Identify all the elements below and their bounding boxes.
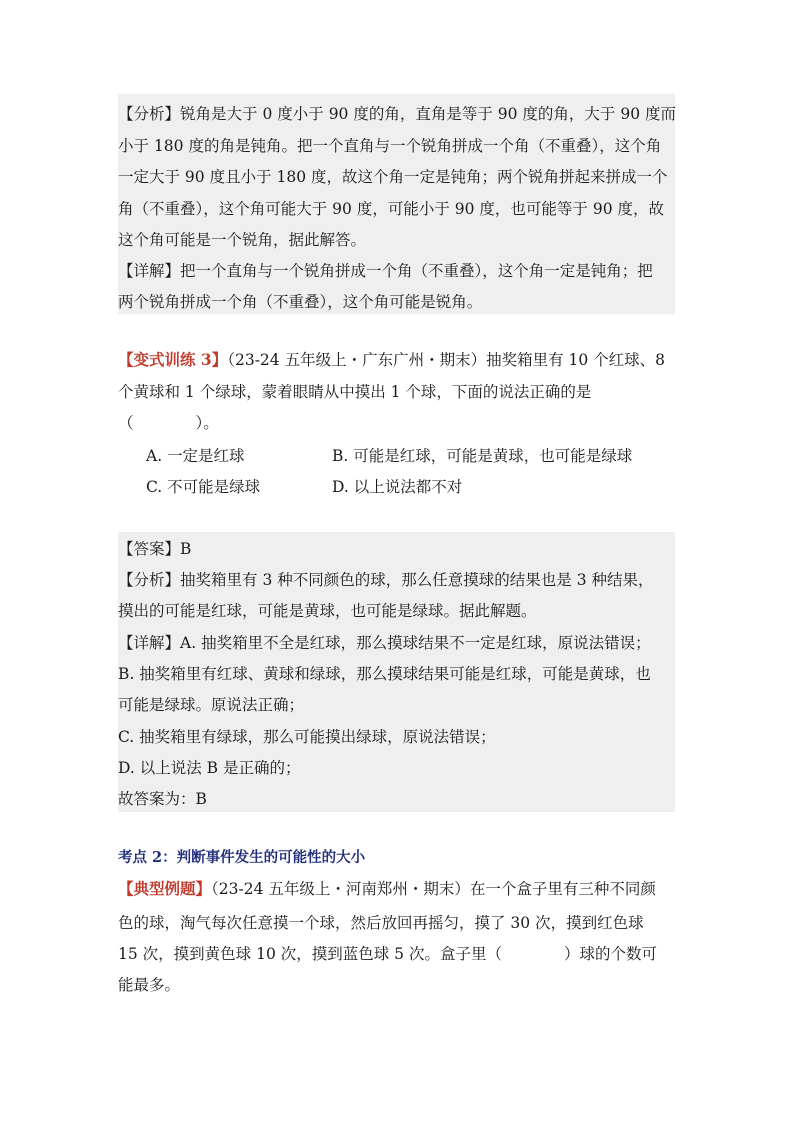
answer-value: B — [180, 540, 192, 558]
detail-line-2: 两个锐角拼成一个角（不重叠），这个角可能是锐角。 — [118, 293, 483, 311]
detail3-line-3: 可能是绿球。原说法正确； — [118, 696, 305, 714]
answer-block-3 — [118, 532, 675, 812]
detail3-line-2: B. 抽奖箱里有红球、黄球和绿球，那么摸球结果可能是红球，可能是黄球，也 — [118, 665, 651, 683]
answer-label: 答案 — [133, 540, 165, 558]
analysis-line-4: 角（不重叠），这个角可能大于 90 度，可能小于 90 度，也可能等于 90 度，故 — [118, 200, 664, 218]
example-line-1: 【典型例题】（23-24 五年级上・河南郑州・期末）在一个盒子里有三种不同颜 — [118, 879, 656, 898]
detail-label: 详解 — [133, 262, 165, 280]
analysis-block-1 — [118, 94, 675, 314]
analysis-line-1: 【分析】锐角是大于 0 度小于 90 度的角，直角是等于 90 度的角，大于 90 度而 — [118, 105, 676, 123]
analysis-line-2: 小于 180 度的角是钝角。把一个直角与一个锐角拼成一个角（不重叠），这个角 — [118, 137, 662, 155]
example-line-3: 15 次，摸到黄色球 10 次，摸到蓝色球 5 次。盒子里（ ）球的个数可 — [118, 945, 657, 963]
question-3 — [118, 350, 675, 500]
detail3-line-6: 故答案为：B — [118, 790, 207, 808]
question-line-2: 个黄球和 1 个绿球，蒙着眼睛从中摸出 1 个球，下面的说法正确的是 — [118, 383, 592, 401]
example-line-4: 能最多。 — [118, 976, 181, 994]
question-line-3: （ ）。 — [118, 414, 219, 432]
option-b: B. 可能是红球，可能是黄球，也可能是绿球 — [332, 447, 633, 465]
analysis-line-3: 一定大于 90 度且小于 180 度，故这个角一定是钝角；两个锐角拼起来拼成一个 — [118, 168, 668, 186]
analysis3-label: 分析 — [133, 571, 165, 589]
question-line-1: 【变式训练 3】（23-24 五年级上・广东广州・期末）抽奖箱里有 10 个红球、8 — [118, 350, 666, 369]
detail3-line-5: D. 以上说法 B 是正确的； — [118, 759, 301, 777]
analysis-label: 分析 — [133, 105, 165, 123]
option-a: A. 一定是红球 — [146, 447, 245, 465]
detail3-line-1: 【详解】A. 抽奖箱里不全是红球，那么摸球结果不一定是红球，原说法错误； — [118, 634, 651, 652]
detail3-line-4: C. 抽奖箱里有绿球，那么可能摸出绿球，原说法错误； — [118, 728, 496, 746]
detail3-label: 详解 — [133, 634, 165, 652]
keypoint-2-title: 考点 2：判断事件发生的可能性的大小 — [118, 849, 366, 866]
example-line-2: 色的球，淘气每次任意摸一个球，然后放回再摇匀，摸了 30 次，摸到红色球 — [118, 914, 644, 932]
option-c: C. 不可能是绿球 — [146, 478, 261, 496]
variant-training-label: 变式训练 3 — [133, 350, 212, 369]
example-question — [118, 879, 675, 1009]
example-label: 典型例题 — [133, 879, 196, 898]
analysis3-line-1: 【分析】抽奖箱里有 3 种不同颜色的球，那么任意摸球的结果也是 3 种结果， — [118, 571, 654, 589]
option-d: D. 以上说法都不对 — [332, 478, 463, 496]
answer-line: 【答案】B — [118, 540, 192, 558]
analysis3-line-2: 摸出的可能是红球，可能是黄球，也可能是绿球。据此解题。 — [118, 602, 537, 620]
analysis-line-5: 这个角可能是一个锐角，据此解答。 — [118, 231, 367, 249]
detail-line-1: 【详解】把一个直角与一个锐角拼成一个角（不重叠），这个角一定是钝角；把 — [118, 262, 653, 280]
